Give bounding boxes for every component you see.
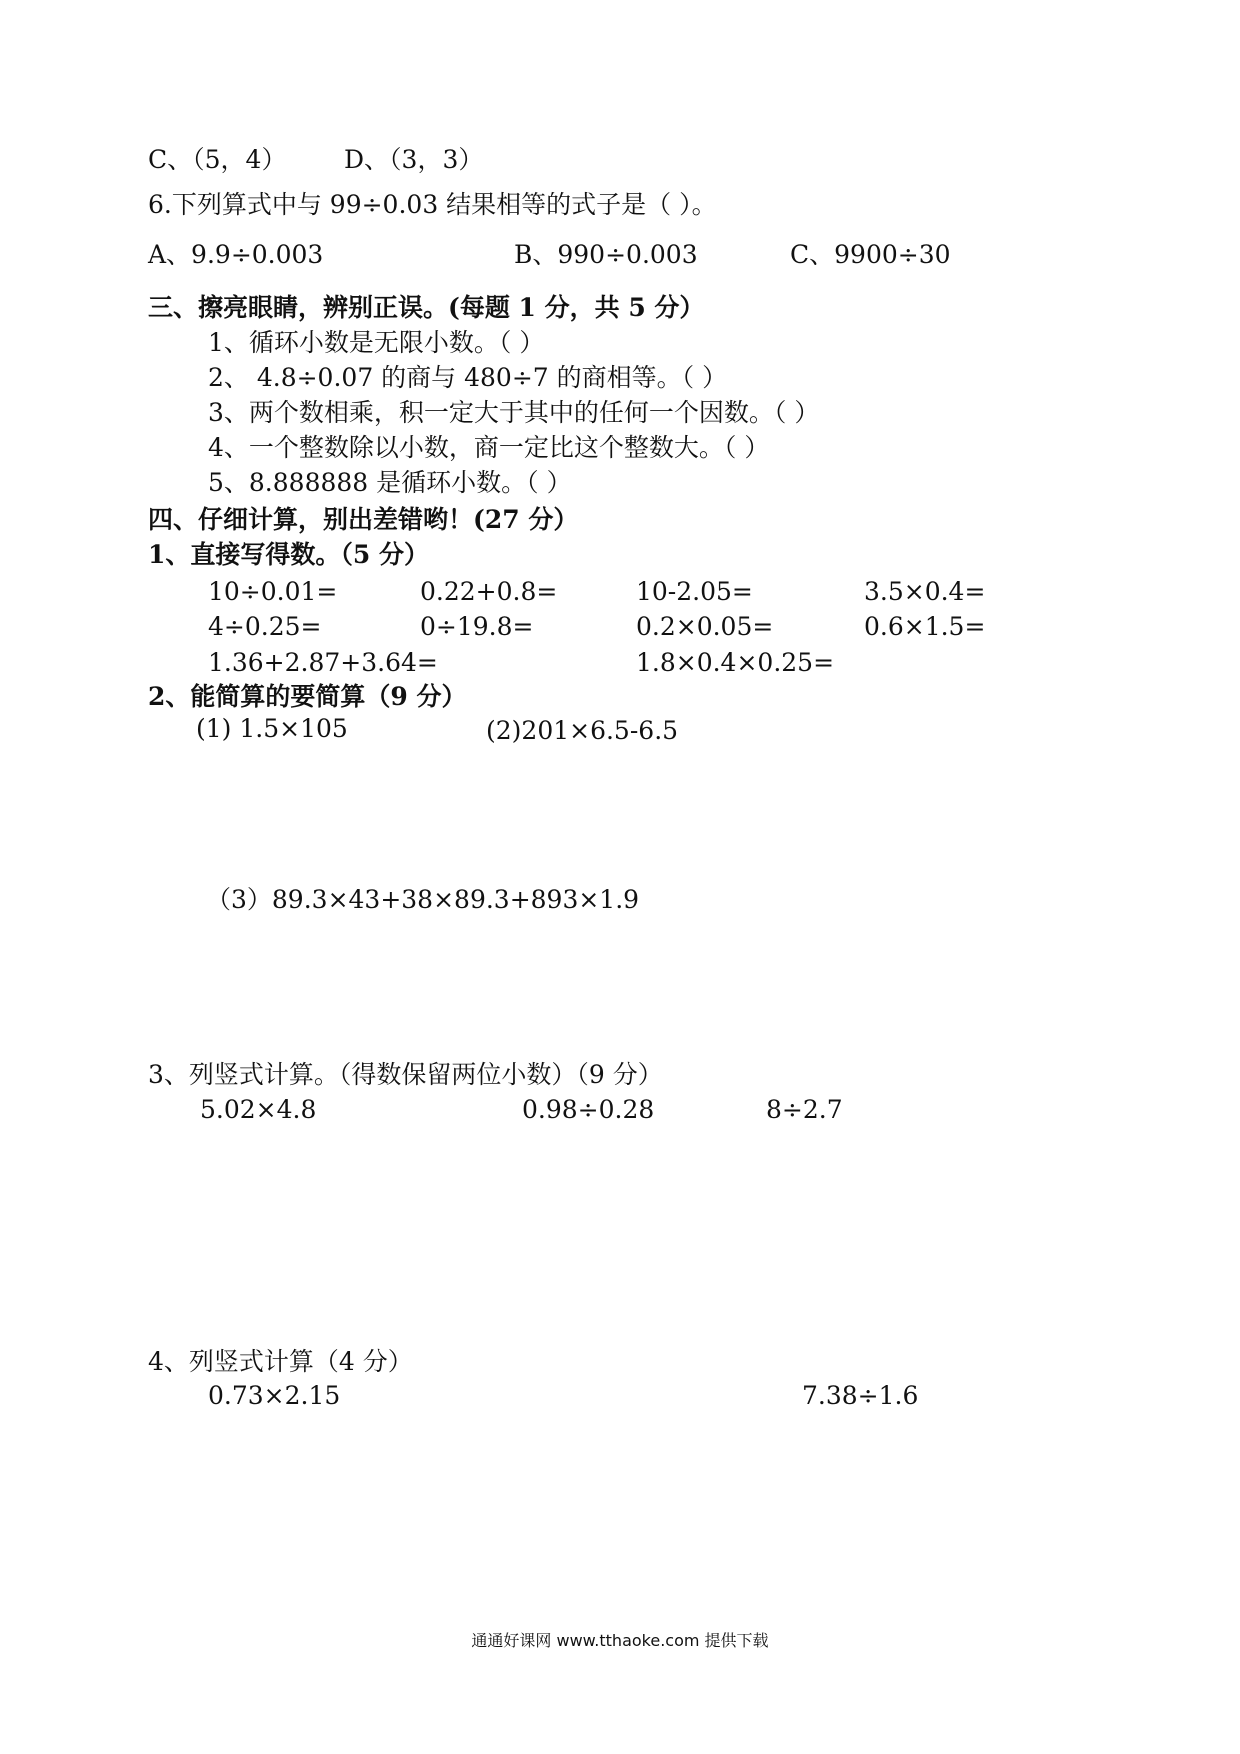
mental-calc-item: 10÷0.01= [208, 577, 338, 606]
mental-calc-item: 10-2.05= [636, 577, 753, 606]
mental-calc-item: 0.6×1.5= [864, 612, 986, 641]
section3-heading: 三、擦亮眼睛，辨别正误。(每题 1 分，共 5 分） [148, 293, 705, 322]
part4-heading: 4、列竖式计算（4 分） [148, 1347, 413, 1376]
mental-calc-item: 1.36+2.87+3.64= [208, 648, 438, 677]
part3-heading: 3、列竖式计算。（得数保留两位小数）（9 分） [148, 1060, 663, 1089]
vertical-calc-item: 0.73×2.15 [208, 1381, 341, 1410]
q6-option-c: C、9900÷30 [790, 240, 951, 269]
vertical-calc-item: 7.38÷1.6 [802, 1381, 919, 1410]
section3-item: 3、两个数相乘，积一定大于其中的任何一个因数。（ ） [208, 398, 820, 427]
q5-option-d: D、（3，3） [344, 145, 484, 174]
section3-item: 2、 4.8÷0.07 的商与 480÷7 的商相等。（ ） [208, 363, 728, 392]
simplify-problem: (2)201×6.5-6.5 [486, 716, 679, 745]
section3-item: 5、8.888888 是循环小数。（ ） [208, 468, 572, 497]
simplify-problem: （3）89.3×43+38×89.3+893×1.9 [206, 885, 640, 914]
simplify-problem: (1) 1.5×105 [196, 714, 348, 743]
q5-option-c: C、（5，4） [148, 145, 287, 174]
q6-question: 6.下列算式中与 99÷0.03 结果相等的式子是（ ）。 [148, 190, 717, 219]
mental-calc-item: 0.22+0.8= [420, 577, 558, 606]
mental-calc-item: 1.8×0.4×0.25= [636, 648, 835, 677]
vertical-calc-item: 0.98÷0.28 [522, 1095, 655, 1124]
footer-source: 通通好课网 www.tthaoke.com 提供下载 [471, 1631, 769, 1650]
mental-calc-item: 0÷19.8= [420, 612, 534, 641]
section4-heading: 四、仔细计算，别出差错哟！(27 分） [148, 505, 579, 534]
mental-calc-item: 3.5×0.4= [864, 577, 986, 606]
part1-heading: 1、直接写得数。（5 分） [148, 540, 429, 569]
vertical-calc-item: 8÷2.7 [766, 1095, 843, 1124]
vertical-calc-item: 5.02×4.8 [200, 1095, 317, 1124]
section3-item: 1、循环小数是无限小数。（ ） [208, 328, 545, 357]
part2-heading: 2、能简算的要简算（9 分） [148, 682, 467, 711]
mental-calc-item: 4÷0.25= [208, 612, 322, 641]
q6-option-a: A、9.9÷0.003 [148, 240, 324, 269]
mental-calc-item: 0.2×0.05= [636, 612, 774, 641]
section3-item: 4、一个整数除以小数，商一定比这个整数大。（ ） [208, 433, 770, 462]
q6-option-b: B、990÷0.003 [514, 240, 698, 269]
